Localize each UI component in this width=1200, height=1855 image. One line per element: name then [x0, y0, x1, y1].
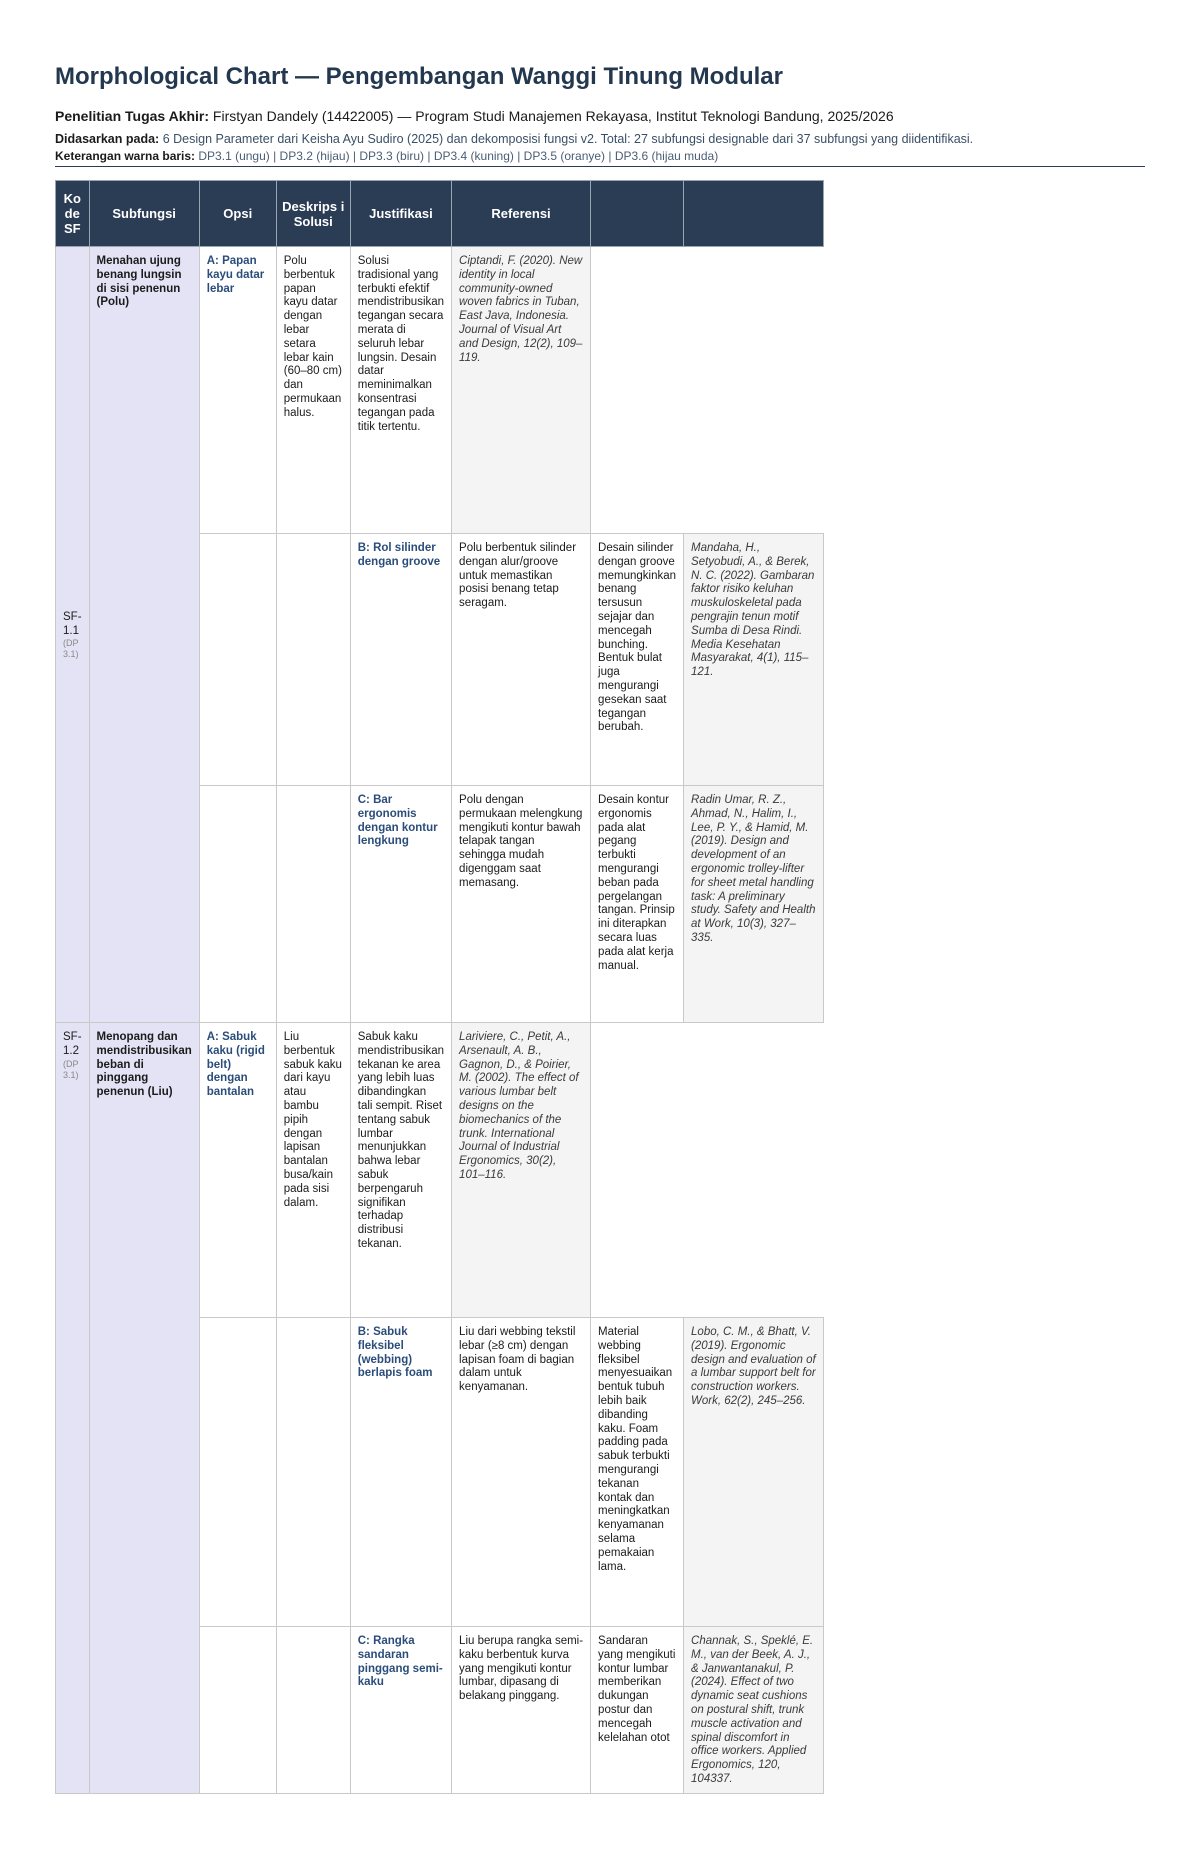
- justification-cell: Material webbing fleksibel menyesuaikan bentuk tubuh lebih baik dibanding kaku. Foam padding pada sabuk terbukti mengurangi tekanan kontak dan meningkatkan kenyamanan selama pemakaian lama.: [591, 1318, 684, 1627]
- empty-cell: [276, 1318, 350, 1627]
- justification-cell: Sabuk kaku mendistribusikan tekanan ke area yang lebih luas dibandingkan tali sempit. Riset tentang sabuk lumbar menunjukkan bahwa lebar sabuk berpengaruh signifikan terhadap distribusi tekanan.: [350, 1023, 451, 1318]
- col-header-referensi: Referensi: [452, 181, 591, 247]
- table-row: [56, 1023, 824, 1318]
- option-cell: B: Sabuk fleksibel (webbing) berlapis foam: [350, 1318, 451, 1627]
- description-cell: Polu dengan permukaan melengkung mengikuti kontur bawah telapak tangan sehingga mudah digenggam saat memasang.: [452, 786, 591, 1023]
- basis-line: [55, 130, 1145, 148]
- option-cell: A: Sabuk kaku (rigid belt) dengan bantalan: [199, 1023, 276, 1318]
- sf-code: SF-1.1: [63, 610, 82, 637]
- reference-cell: Mandaha, H., Setyobudi, A., & Berek, N. C. (2022). Gambaran faktor risiko keluhan muskuloskeletal pada pengrajin tenun motif Sumba di Desa Rindi. Media Kesehatan Masyarakat, 4(1), 115–121.: [684, 534, 824, 786]
- research-label: Penelitian Tugas Akhir:: [55, 108, 210, 124]
- reference-cell: Ciptandi, F. (2020). New identity in local community-owned woven fabrics in Tuban, East Java, Indonesia. Journal of Visual Art and Design, 12(2), 109–119.: [452, 247, 591, 534]
- sf-code-cell: [56, 1023, 90, 1794]
- sf-dp: (DP 3.1): [63, 638, 79, 660]
- empty-cell: [199, 1318, 276, 1627]
- header-divider: [55, 166, 1145, 167]
- description-cell: Liu berupa rangka semi-kaku berbentuk kurva yang mengikuti kontur lumbar, dipasang di belakang pinggang.: [452, 1627, 591, 1794]
- justification-cell: Desain kontur ergonomis pada alat pegang terbukti mengurangi beban pada pergelangan tangan. Prinsip ini diterapkan secara luas pada alat kerja manual.: [591, 786, 684, 1023]
- option-cell: A: Papan kayu datar lebar: [199, 247, 276, 534]
- subfunction-cell: Menahan ujung benang lungsin di sisi penenun (Polu): [89, 247, 199, 1023]
- col-header-opsi: Opsi: [199, 181, 276, 247]
- header-blank: [684, 181, 824, 247]
- legend-label: Keterangan warna baris:: [55, 149, 196, 163]
- reference-cell: Lariviere, C., Petit, A., Arsenault, A. B., Gagnon, D., & Poirier, M. (2002). The effect of various lumbar belt designs on the biomechanics of the trunk. International Journal of Industrial Ergonomics, 30(2), 101–116.: [452, 1023, 591, 1318]
- justification-cell: Solusi tradisional yang terbukti efektif mendistribusikan tegangan secara merata di seluruh lebar lungsin. Desain datar meminimalkan konsentrasi tegangan pada titik tertentu.: [350, 247, 451, 534]
- empty-cell: [199, 534, 276, 786]
- morphological-chart-table: [55, 180, 824, 1794]
- option-cell: C: Rangka sandaran pinggang semi-kaku: [350, 1627, 451, 1794]
- col-header-deskripsi: Deskrips i Solusi: [276, 181, 350, 247]
- empty-cell: [276, 786, 350, 1023]
- justification-cell: Desain silinder dengan groove memungkinkan benang tersusun sejajar dan mencegah bunching. Bentuk bulat juga mengurangi gesekan saat tegangan berubah.: [591, 534, 684, 786]
- page-title: Morphological Chart — Pengembangan Wanggi Tinung Modular: [55, 63, 783, 90]
- subfunction-cell: Menopang dan mendistribusikan beban di pinggang penenun (Liu): [89, 1023, 199, 1794]
- col-header-subfungsi: Subfungsi: [89, 181, 199, 247]
- option-cell: C: Bar ergonomis dengan kontur lengkung: [350, 786, 451, 1023]
- option-cell: B: Rol silinder dengan groove: [350, 534, 451, 786]
- legend-value: DP3.1 (ungu) | DP3.2 (hijau) | DP3.3 (biru) | DP3.4 (kuning) | DP3.5 (oranye) | DP3.6 (hijau muda): [198, 149, 719, 163]
- table-row: [56, 247, 824, 534]
- reference-cell: Channak, S., Speklé, E. M., van der Beek, A. J., & Janwantanakul, P. (2024). Effect of two dynamic seat cushions on postural shift, trunk muscle activation and spinal discomfort in office workers. Applied Ergonomics, 120, 104337.: [684, 1627, 824, 1794]
- description-cell: Polu berbentuk papan kayu datar dengan lebar setara lebar kain (60–80 cm) dan permukaan halus.: [276, 247, 350, 534]
- description-cell: Liu berbentuk sabuk kaku dari kayu atau bambu pipih dengan lapisan bantalan busa/kain pada sisi dalam.: [276, 1023, 350, 1318]
- reference-cell: Radin Umar, R. Z., Ahmad, N., Halim, I., Lee, P. Y., & Hamid, M. (2019). Design and development of an ergonomic trolley-lifter for sheet metal handling task: A preliminary study. Safety and Health at Work, 10(3), 327–335.: [684, 786, 824, 1023]
- legend-line: [55, 148, 1145, 165]
- sf-code-cell: [56, 247, 90, 1023]
- description-cell: Liu dari webbing tekstil lebar (≥8 cm) dengan lapisan foam di bagian dalam untuk kenyamanan.: [452, 1318, 591, 1627]
- empty-cell: [276, 534, 350, 786]
- basis-value: 6 Design Parameter dari Keisha Ayu Sudiro (2025) dan dekomposisi fungsi v2. Total: 27 subfungsi designable dari 37 subfungsi yang diidentifikasi.: [162, 132, 974, 146]
- header-blank: [591, 181, 684, 247]
- description-cell: Polu berbentuk silinder dengan alur/groove untuk memastikan posisi benang tetap seragam.: [452, 534, 591, 786]
- col-header-justifikasi: Justifikasi: [350, 181, 451, 247]
- empty-cell: [276, 1627, 350, 1794]
- sf-dp: (DP 3.1): [63, 1058, 79, 1080]
- col-header-kode: Ko de SF: [56, 181, 90, 247]
- research-value: Firstyan Dandely (14422005) — Program Studi Manajemen Rekayasa, Institut Teknologi Bandung, 2025/2026: [212, 108, 894, 124]
- sf-code: SF-1.2: [63, 1031, 82, 1057]
- research-line: [55, 106, 1145, 126]
- reference-cell: Lobo, C. M., & Bhatt, V. (2019). Ergonomic design and evaluation of a lumbar support belt for construction workers. Work, 62(2), 245–256.: [684, 1318, 824, 1627]
- empty-cell: [199, 1627, 276, 1794]
- document-header: [55, 62, 1145, 165]
- table-header-row: [56, 181, 824, 247]
- basis-label: Didasarkan pada:: [55, 132, 160, 146]
- empty-cell: [199, 786, 276, 1023]
- justification-cell: Sandaran yang mengikuti kontur lumbar memberikan dukungan postur dan mencegah kelelahan otot: [591, 1627, 684, 1794]
